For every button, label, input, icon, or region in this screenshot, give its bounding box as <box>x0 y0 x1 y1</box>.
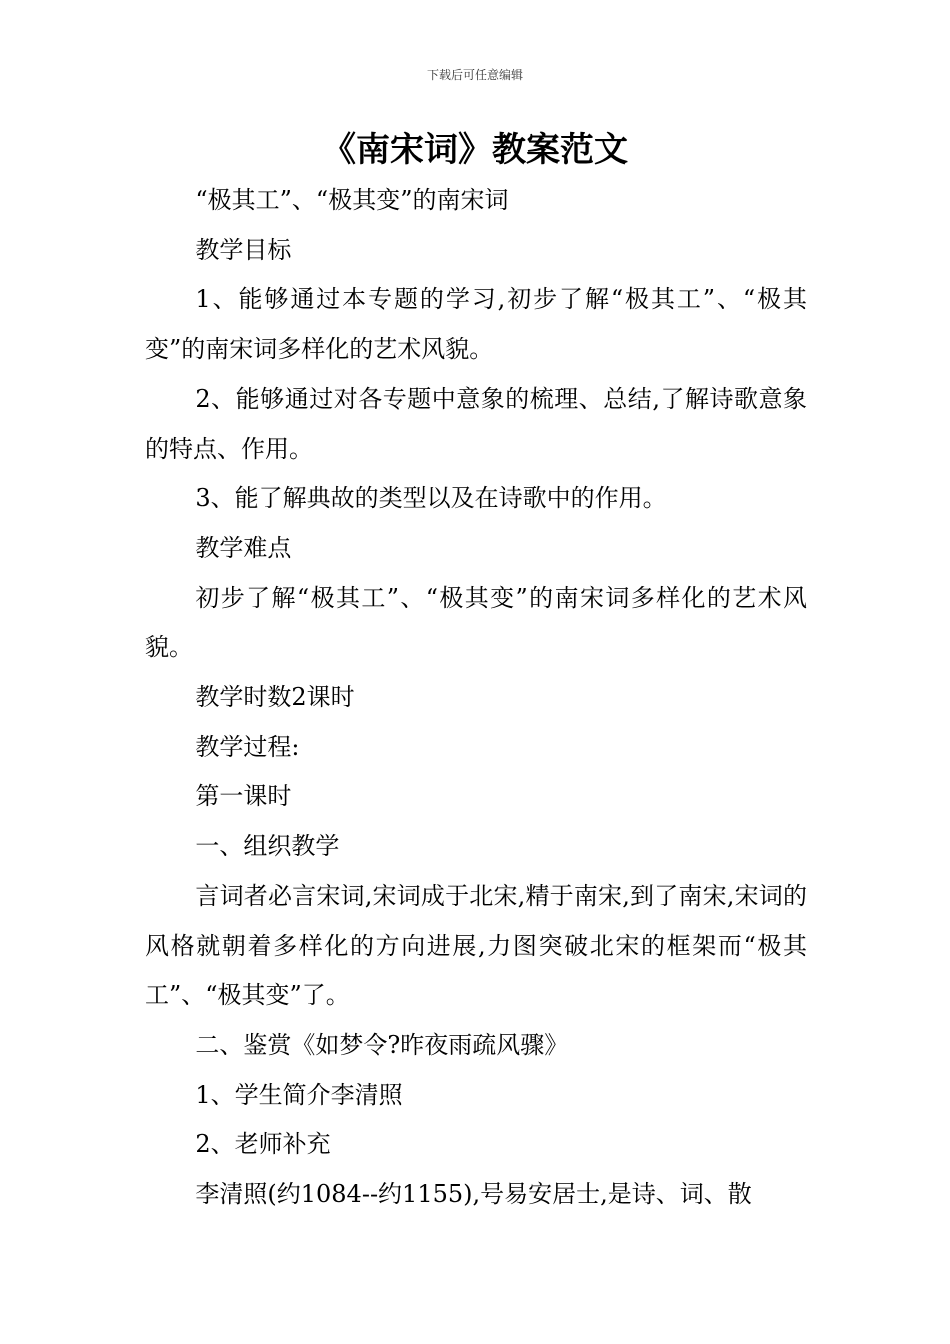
lesson-heading-first: 第一课时 <box>195 782 292 811</box>
objective-item-3: 3、能了解典故的类型以及在诗歌中的作用。 <box>195 484 667 513</box>
section-heading-difficulty: 教学难点 <box>195 533 292 562</box>
objective-item-1: 1、能够通过本专题的学习,初步了解“极其工”、“极其变”的南宋词多样化的艺术风貌。 <box>145 285 807 364</box>
header-note: 下载后可任意编辑 <box>426 68 523 82</box>
subtitle-paragraph: “极其工”、“极其变”的南宋词 <box>195 186 509 214</box>
step-item-teacher-supplement: 2、老师补充 <box>195 1130 331 1159</box>
section-heading-process: 教学过程: <box>195 732 300 761</box>
class-hours-paragraph: 教学时数2课时 <box>195 683 355 712</box>
author-bio-paragraph: 李清照(约1084--约1155),号易安居士,是诗、词、散 <box>195 1180 752 1209</box>
objective-item-2: 2、能够通过对各专题中意象的梳理、总结,了解诗歌意象的特点、作用。 <box>145 384 807 463</box>
section-heading-objectives: 教学目标 <box>195 235 292 264</box>
step-item-student-intro: 1、学生简介李清照 <box>195 1080 403 1109</box>
step-heading-appreciation: 二、鉴赏《如梦令?昨夜雨疏风骤》 <box>195 1030 569 1059</box>
document-body <box>145 176 807 1220</box>
step-heading-organize: 一、组织教学 <box>195 832 340 861</box>
difficulty-paragraph: 初步了解“极其工”、“极其变”的南宋词多样化的艺术风貌。 <box>145 583 807 662</box>
intro-paragraph: 言词者必言宋词,宋词成于北宋,精于南宋,到了南宋,宋词的风格就朝着多样化的方向进展,力图突破北宋的框架而“极其工”、“极其变”了。 <box>145 881 807 1010</box>
document-title: 《南宋词》教案范文 <box>322 130 628 170</box>
